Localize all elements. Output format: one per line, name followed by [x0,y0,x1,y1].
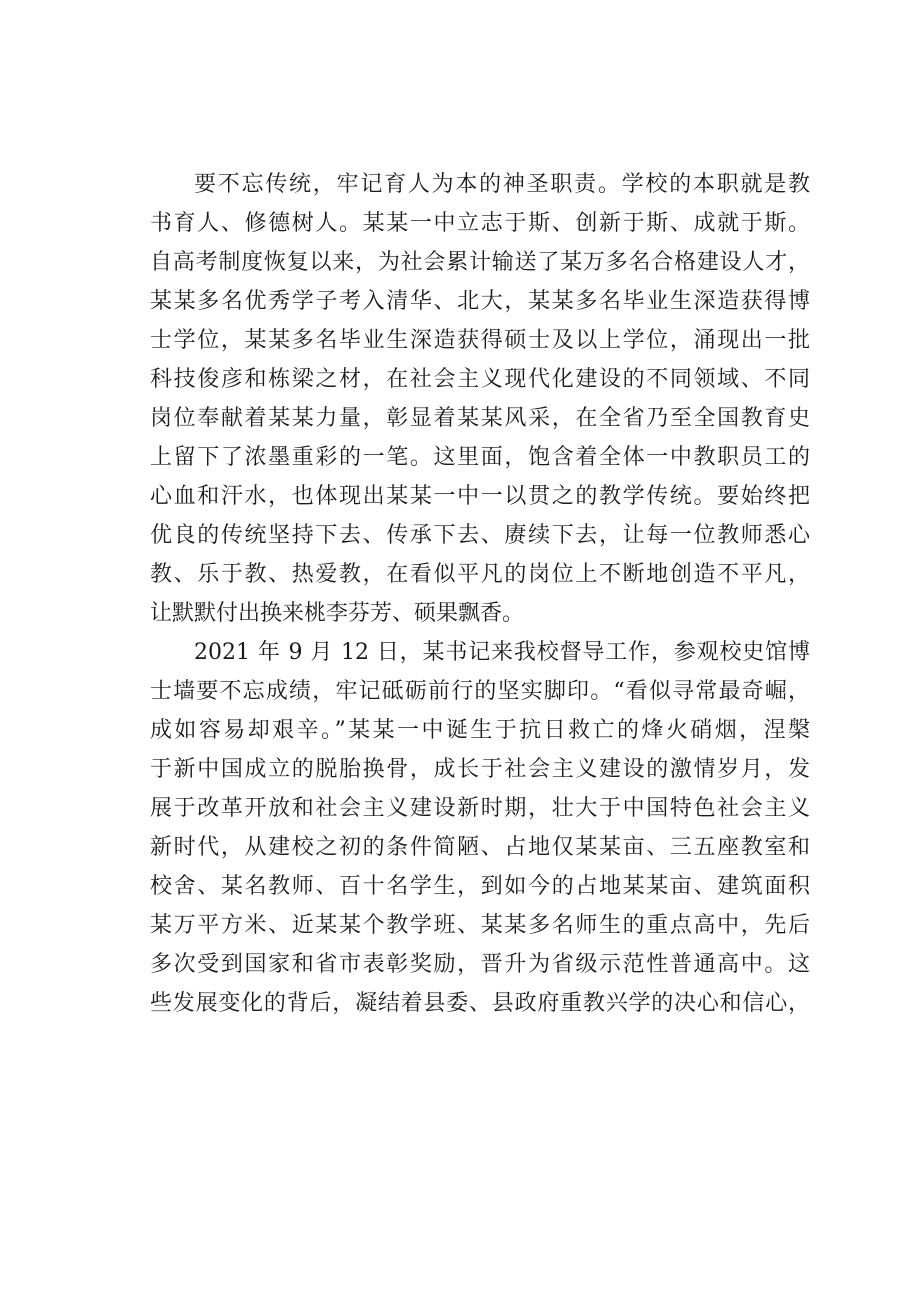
text-line: 新时代，从建校之初的条件简陋、占地仅某某亩、三五座教室和 [150,835,810,860]
text-line: 些发展变化的背后，凝结着县委、县政府重教兴学的决心和信心， [150,991,810,1016]
text-line: 某某多名优秀学子考入清华、北大，某某多名毕业生深造获得博 [150,289,810,314]
text-line: 科技俊彦和栋梁之材，在社会主义现代化建设的不同领域、不同 [150,367,810,392]
text-line: 自高考制度恢复以来，为社会累计输送了某万多名合格建设人才， [150,250,810,275]
text-line: 优良的传统坚持下去、传承下去、赓续下去，让每一位教师悉心 [150,523,810,548]
text-line: 2021 年 9 月 12 日，某书记来我校督导工作，参观校史馆博 [194,640,810,665]
text-line: 校舍、某名教师、百十名学生，到如今的占地某某亩、建筑面积 [150,874,810,899]
text-line: 展于改革开放和社会主义建设新时期，壮大于中国特色社会主义 [150,796,810,821]
text-line: 某万平方米、近某某个教学班、某某多名师生的重点高中，先后 [150,913,810,938]
text-line: 于新中国成立的脱胎换骨，成长于社会主义建设的激情岁月，发 [150,757,810,782]
text-line: 士墙要不忘成绩，牢记砥砺前行的坚实脚印。“看似寻常最奇崛， [150,679,810,704]
text-line: 让默默付出换来桃李芬芳、硕果飘香。 [150,601,525,626]
paragraph-2 [150,633,810,1023]
text-line: 成如容易却艰辛。”某某一中诞生于抗日救亡的烽火硝烟，涅槃 [150,718,810,743]
text-line: 心血和汗水，也体现出某某一中一以贯之的教学传统。要始终把 [150,484,810,509]
text-line: 教、乐于教、热爱教，在看似平凡的岗位上不断地创造不平凡， [150,562,810,587]
text-line: 要不忘传统，牢记育人为本的神圣职责。学校的本职就是教 [194,172,810,197]
text-line: 书育人、修德树人。某某一中立志于斯、创新于斯、成就于斯。 [150,211,810,236]
text-line: 岗位奉献着某某力量，彰显着某某风采，在全省乃至全国教育史 [150,406,810,431]
text-line: 多次受到国家和省市表彰奖励，晋升为省级示范性普通高中。这 [150,952,810,977]
text-line: 士学位，某某多名毕业生深造获得硕士及以上学位，涌现出一批 [150,328,810,353]
paragraph-1 [150,165,810,633]
text-line: 上留下了浓墨重彩的一笔。这里面，饱含着全体一中教职员工的 [150,445,810,470]
document-body [150,165,810,1023]
